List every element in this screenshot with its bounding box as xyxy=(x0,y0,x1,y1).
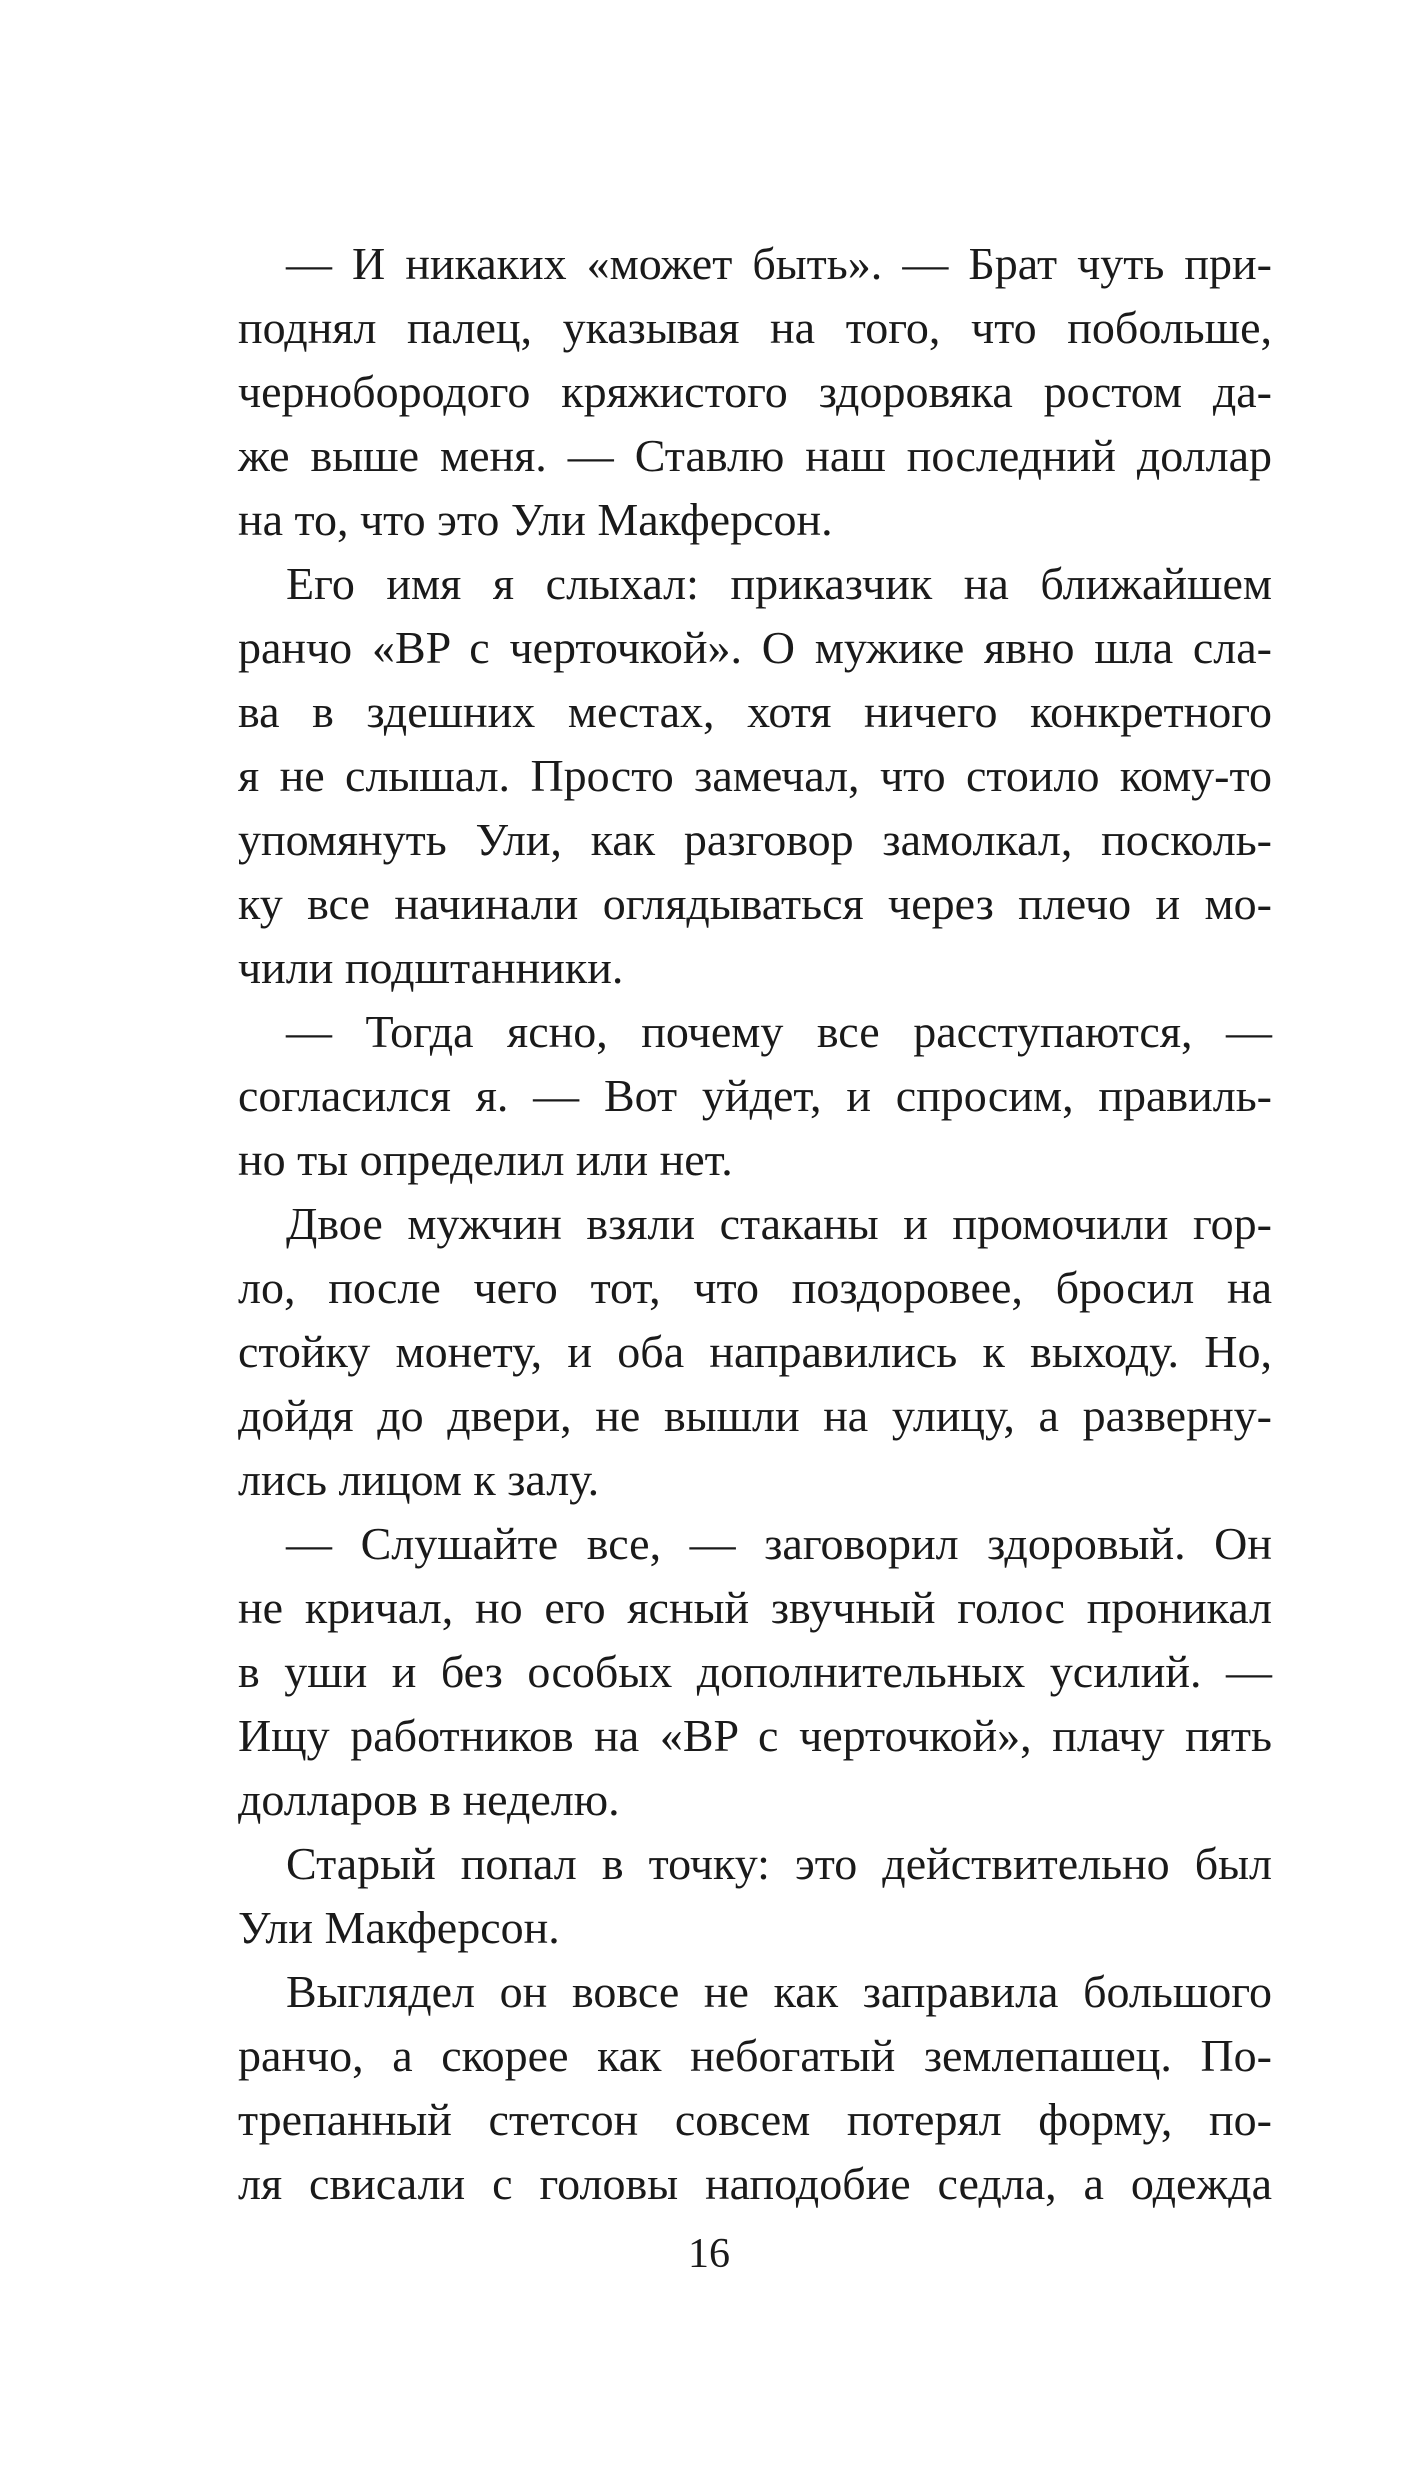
text-line: упомянуть Ули, как разговор замолкал, посколь- xyxy=(238,814,1272,865)
text-line: лись лицом к залу. xyxy=(238,1454,600,1505)
text-line: согласился я. — Вот уйдет, и спросим, правиль- xyxy=(238,1070,1272,1121)
text-line: на то, что это Ули Макферсон. xyxy=(238,494,833,545)
text-line: — И никаких «может быть». — Брат чуть при- xyxy=(286,238,1272,289)
paragraph-2 xyxy=(238,552,1272,1000)
text-line: Ули Макферсон. xyxy=(238,1902,560,1953)
text-line: дойдя до двери, не вышли на улицу, а разверну- xyxy=(238,1390,1272,1441)
paragraph-1 xyxy=(238,232,1272,552)
text-line: ля свисали с головы наподобие седла, а одежда xyxy=(238,2158,1272,2209)
paragraph-3 xyxy=(238,1000,1272,1192)
text-line: поднял палец, указывая на того, что побольше, xyxy=(238,302,1272,353)
text-line: ку все начинали оглядываться через плечо и мо- xyxy=(238,878,1272,929)
text-line: Двое мужчин взяли стаканы и промочили гор- xyxy=(286,1198,1272,1249)
text-line: в уши и без особых дополнительных усилий. — xyxy=(238,1646,1272,1697)
text-line: я не слышал. Просто замечал, что стоило кому-то xyxy=(238,750,1272,801)
text-line: ло, после чего тот, что поздоровее, бросил на xyxy=(238,1262,1272,1313)
text-line: Ищу работников на «BP с черточкой», плачу пять xyxy=(238,1710,1272,1761)
text-line: стойку монету, и оба направились к выходу. Но, xyxy=(238,1326,1272,1377)
text-line: долларов в неделю. xyxy=(238,1774,620,1825)
paragraph-5 xyxy=(238,1512,1272,1832)
text-line: чили подштанники. xyxy=(238,942,624,993)
page-number: 16 xyxy=(688,2231,730,2277)
text-line: — Слушайте все, — заговорил здоровый. Он xyxy=(286,1518,1272,1569)
paragraph-6 xyxy=(238,1832,1272,1960)
text-line: Старый попал в точку: это действительно был xyxy=(286,1838,1272,1889)
paragraph-7 xyxy=(238,1960,1272,2216)
text-line: ранчо «BP с черточкой». О мужике явно шла сла- xyxy=(238,622,1272,673)
text-line: Выглядел он вовсе не как заправила большого xyxy=(286,1966,1272,2017)
text-line: же выше меня. — Ставлю наш последний доллар xyxy=(238,430,1272,481)
text-line: не кричал, но его ясный звучный голос проникал xyxy=(238,1582,1272,1633)
text-line: чернобородого кряжистого здоровяка ростом да- xyxy=(238,366,1272,417)
text-line: ва в здешних местах, хотя ничего конкретного xyxy=(238,686,1272,737)
page-text xyxy=(238,232,1272,2216)
text-line: — Тогда ясно, почему все расступаются, — xyxy=(286,1006,1272,1057)
text-line: но ты определил или нет. xyxy=(238,1134,733,1185)
text-line: ранчо, а скорее как небогатый землепашец. По- xyxy=(238,2030,1272,2081)
paragraph-4 xyxy=(238,1192,1272,1512)
text-line: трепанный стетсон совсем потерял форму, по- xyxy=(238,2094,1272,2145)
text-line: Его имя я слыхал: приказчик на ближайшем xyxy=(286,558,1272,609)
